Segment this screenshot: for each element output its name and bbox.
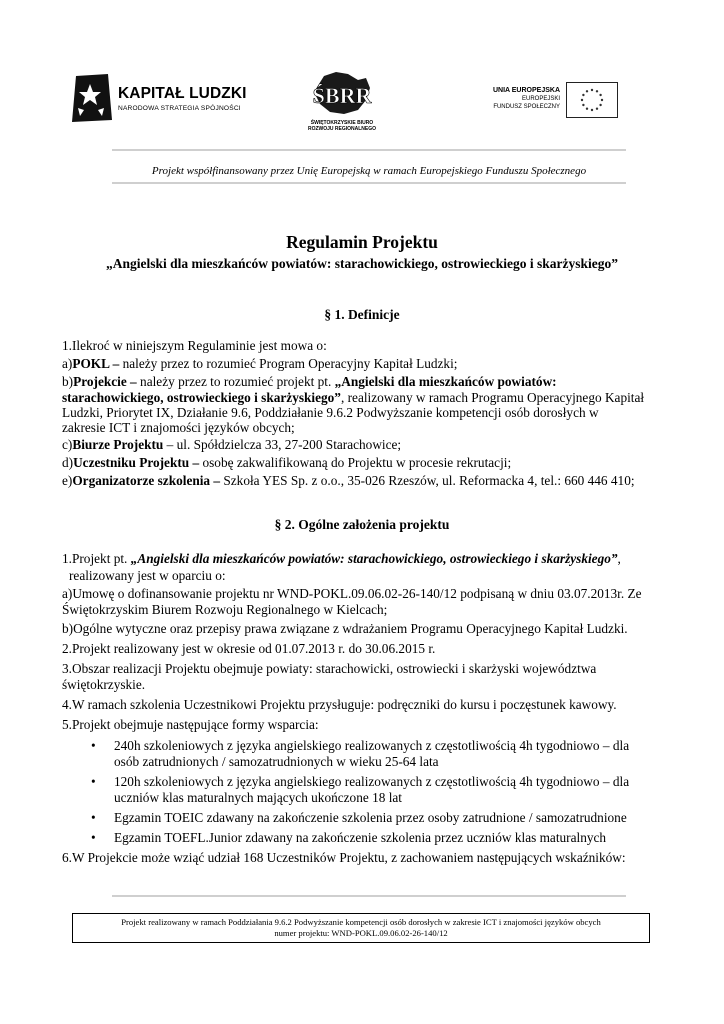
definition-a-text: należy przez to rozumieć Program Operacyjny Kapitał Ludzki; xyxy=(119,356,458,371)
section2-a-line1: a)Umowę o dofinansowanie projektu nr WND-POKL.09.06.02-26-140/12 podpisaną w dniu 03.07.2013r. Ze xyxy=(62,586,642,601)
definition-b-text1: należy przez to rozumieć projekt pt. xyxy=(136,374,335,389)
bullet-marker: • xyxy=(91,810,96,825)
eu-logo xyxy=(488,82,618,118)
definition-e xyxy=(62,473,635,489)
footer-box xyxy=(72,913,650,943)
definition-c-text: – ul. Spółdzielcza 33, 27-200 Starachowice; xyxy=(163,437,402,452)
section2-p2: 2.Projekt realizowany jest w okresie od 01.07.2013 r. do 30.06.2015 r. xyxy=(62,641,436,656)
bullet-marker: • xyxy=(91,830,96,845)
definition-b-line1 xyxy=(62,374,557,390)
section2-p1-prefix: 1.Projekt pt. xyxy=(62,551,131,566)
footer-rule xyxy=(112,895,626,897)
definition-a xyxy=(62,356,457,372)
definition-c-prefix: c) xyxy=(62,437,73,452)
section2-p1-suffix: , xyxy=(617,551,621,566)
sbrr-region-map-icon xyxy=(296,70,388,118)
bullet1-line1: 240h szkoleniowych z języka angielskiego realizowanych z częstotliwością 4h tygodniowo – dla xyxy=(114,738,630,753)
eu-line3: FUNDUSZ SPOŁECZNY xyxy=(493,104,560,110)
header-rule-bottom xyxy=(112,182,626,184)
definition-a-term: POKL – xyxy=(72,356,120,371)
sbrr-logo-text: ŚBRR xyxy=(312,83,372,108)
bullet2-line1: 120h szkoleniowych z języka angielskiego realizowanych z częstotliwością 4h tygodniowo – dla xyxy=(114,774,630,789)
bullet2-line2: uczniów klas maturalnych mających ukończone 18 lat xyxy=(114,790,402,805)
kapital-ludzki-emblem-icon xyxy=(68,72,114,124)
section2-p3-line1: 3.Obszar realizacji Projektu obejmuje powiaty: starachowicki, ostrowiecki i skarżyski województwa xyxy=(62,661,597,676)
kapital-ludzki-title: KAPITAŁ LUDZKI xyxy=(118,85,247,102)
definition-c-term: Biurze Projektu xyxy=(72,437,164,452)
section2-a-line2: Świętokrzyskim Biurem Rozwoju Regionalnego w Kielcach; xyxy=(62,602,388,617)
document-subtitle: „Angielski dla mieszkańców powiatów: starachowickiego, ostrowieckiego i skarżyskiego” xyxy=(106,256,618,271)
definition-c xyxy=(62,437,401,453)
section2-p4: 4.W ramach szkolenia Uczestnikowi Projektu przysługuje: podręczniki do kursu i poczęstunek kawowy. xyxy=(62,697,617,712)
definition-b-line2 xyxy=(62,390,644,406)
section2-p5: 5.Projekt obejmuje następujące formy wsparcia: xyxy=(62,717,319,732)
sbrr-caption-line1: ŚWIĘTOKRZYSKIE BIURO xyxy=(310,120,374,126)
bullet-marker: • xyxy=(91,738,96,753)
section2-b: b)Ogólne wytyczne oraz przepisy prawa związane z wdrażaniem Programu Operacyjnego Kapitał Ludzki. xyxy=(62,621,628,636)
definition-b-term: Projekcie – xyxy=(73,374,137,389)
cofinancing-note: Projekt współfinansowany przez Unię Europejską w ramach Europejskiego Funduszu Społecznego xyxy=(151,165,587,177)
section2-p1 xyxy=(62,551,621,567)
footer-line2: numer projektu: WND-POKL.09.06.02-26-140/12 xyxy=(274,928,448,938)
definition-b-line3: Ludzki, Priorytet IX, Działanie 9.6, Poddziałanie 9.6.2 Podwyższanie kompetencji osób dorosłych w xyxy=(62,405,599,420)
section2-p1-title: „Angielski dla mieszkańców powiatów: starachowickiego, ostrowieckiego i skarżyskiego” xyxy=(130,551,618,566)
section2-p3-line2: świętokrzyskie. xyxy=(62,677,146,692)
eu-title: UNIA EUROPEJSKA xyxy=(492,87,560,94)
definition-b-line4: zakresie ICT i znajomości języków obcych; xyxy=(62,420,295,435)
document-title: Regulamin Projektu xyxy=(286,232,438,252)
sbrr-caption-line2: ROZWOJU REGIONALNEGO xyxy=(307,126,377,132)
definition-d-text: osobę zakwalifikowaną do Projektu w procesie rekrutacji; xyxy=(199,455,512,470)
definition-d-term: Uczestniku Projektu – xyxy=(73,455,200,470)
section1-intro: 1.Ilekroć w niniejszym Regulaminie jest mowa o: xyxy=(62,338,327,353)
kapital-ludzki-subtitle: NARODOWA STRATEGIA SPÓJNOŚCI xyxy=(118,105,241,112)
header-rule-top xyxy=(112,149,626,151)
kapital-ludzki-logo xyxy=(68,72,247,124)
sbrr-logo xyxy=(296,70,388,136)
eu-flag-icon xyxy=(566,82,618,118)
bullet1-line2: osób zatrudnionych / samozatrudnionych w wieku 25-64 lata xyxy=(114,754,439,769)
eu-line2: EUROPEJSKI xyxy=(521,96,560,102)
definition-d xyxy=(62,455,511,471)
definition-b-title2: starachowickiego, ostrowieckiego i skarżyskiego” xyxy=(62,390,341,405)
footer-line1: Projekt realizowany w ramach Poddziałania 9.6.2 Podwyższanie kompetencji osób dorosłych w zakresie ICT i znajomości języków obcych xyxy=(121,917,601,927)
section2-p1-cont: realizowany jest w oparciu o: xyxy=(69,568,226,583)
definition-b-title1: „Angielski dla mieszkańców powiatów: xyxy=(334,374,557,389)
definition-a-prefix: a) xyxy=(62,356,73,371)
bullet-marker: • xyxy=(91,774,96,789)
definition-d-prefix: d) xyxy=(62,455,74,470)
definition-e-term: Organizatorze szkolenia – xyxy=(72,473,221,488)
definition-e-text: Szkoła YES Sp. z o.o., 35-026 Rzeszów, ul. Reformacka 4, tel.: 660 446 410; xyxy=(220,473,635,488)
definition-e-prefix: e) xyxy=(62,473,73,488)
definition-b-prefix: b) xyxy=(62,374,74,389)
section2-p6: 6.W Projekcie może wziąć udział 168 Uczestników Projektu, z zachowaniem następujących wskaźników: xyxy=(62,850,626,865)
bullet3: Egzamin TOEIC zdawany na zakończenie szkolenia przez osoby zatrudnione / samozatrudnione xyxy=(114,810,627,825)
bullet4: Egzamin TOEFL.Junior zdawany na zakończenie szkolenia przez uczniów klas maturalnych xyxy=(114,830,607,845)
section2-heading: § 2. Ogólne założenia projektu xyxy=(274,517,450,532)
section1-heading: § 1. Definicje xyxy=(324,307,400,322)
definition-b-text2: , realizowany w ramach Programu Operacyjnego Kapitał xyxy=(340,390,645,405)
